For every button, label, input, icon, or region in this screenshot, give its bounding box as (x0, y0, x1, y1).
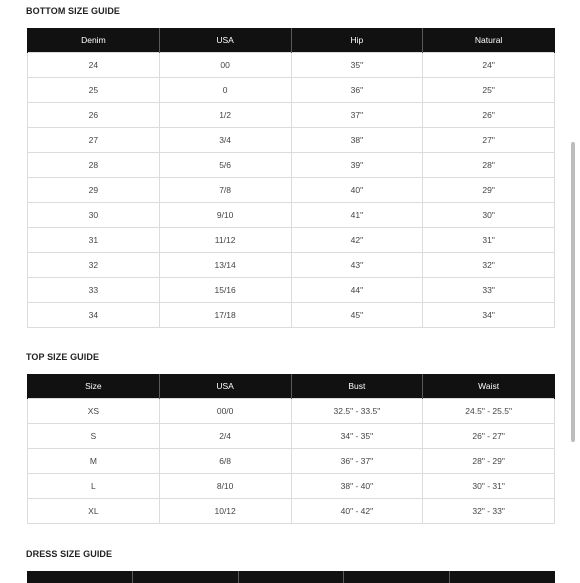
table-cell: 41" (291, 203, 423, 228)
column-divider (343, 571, 344, 583)
table-cell: 25" (423, 78, 555, 103)
table-cell: 26" (423, 103, 555, 128)
table-cell: 33 (28, 278, 160, 303)
table-row (28, 78, 555, 103)
column-divider (132, 571, 133, 583)
column-header: USA (159, 28, 291, 53)
table-cell: 30" - 31" (423, 474, 555, 499)
column-divider (449, 571, 450, 583)
top-size-guide-title: TOP SIZE GUIDE (26, 352, 100, 362)
table-cell: 25 (28, 78, 160, 103)
table-row (28, 474, 555, 499)
table-row (28, 178, 555, 203)
column-header: Waist (423, 374, 555, 399)
table-cell: 29 (28, 178, 160, 203)
table-cell: L (28, 474, 160, 499)
table-cell: 37" (291, 103, 423, 128)
scrollbar-thumb[interactable] (571, 142, 575, 442)
table-cell: 27" (423, 128, 555, 153)
table-cell: 17/18 (159, 303, 291, 328)
table-cell: 40" (291, 178, 423, 203)
table-row (28, 278, 555, 303)
table-cell: 30 (28, 203, 160, 228)
table-cell: 31 (28, 228, 160, 253)
table-cell: 1/2 (159, 103, 291, 128)
table-row (28, 153, 555, 178)
table-header-row (28, 374, 555, 399)
column-divider (238, 571, 239, 583)
table-cell: 45" (291, 303, 423, 328)
dress-table-header (27, 571, 555, 583)
table-cell: 11/12 (159, 228, 291, 253)
table-cell: XS (28, 399, 160, 424)
table-cell: 31" (423, 228, 555, 253)
table-row (28, 399, 555, 424)
column-header: Bust (291, 374, 423, 399)
table-row (28, 449, 555, 474)
table-cell: 15/16 (159, 278, 291, 303)
table-cell: 3/4 (159, 128, 291, 153)
table-cell: 42" (291, 228, 423, 253)
column-header: USA (159, 374, 291, 399)
table-row (28, 499, 555, 524)
top-size-table (27, 374, 555, 524)
table-cell: 35" (291, 53, 423, 78)
dress-size-guide-title: DRESS SIZE GUIDE (26, 549, 113, 559)
table-cell: 32" - 33" (423, 499, 555, 524)
column-header: Natural (423, 28, 555, 53)
table-cell: 26" - 27" (423, 424, 555, 449)
table-cell: 36" (291, 78, 423, 103)
table-cell: 5/6 (159, 153, 291, 178)
table-header-row (28, 28, 555, 53)
table-cell: 40" - 42" (291, 499, 423, 524)
table-cell: 38" (291, 128, 423, 153)
table-cell: XL (28, 499, 160, 524)
column-header: Denim (28, 28, 160, 53)
table-row (28, 424, 555, 449)
table-cell: 34" (423, 303, 555, 328)
table-cell: 8/10 (159, 474, 291, 499)
bottom-size-table (27, 28, 555, 328)
table-cell: 30" (423, 203, 555, 228)
table-cell: 33" (423, 278, 555, 303)
table-cell: 32.5" - 33.5" (291, 399, 423, 424)
table-cell: 28 (28, 153, 160, 178)
table-cell: 28" - 29" (423, 449, 555, 474)
table-cell: 6/8 (159, 449, 291, 474)
table-row (28, 103, 555, 128)
table-row (28, 203, 555, 228)
table-cell: 34" - 35" (291, 424, 423, 449)
table-cell: 24" (423, 53, 555, 78)
table-cell: 24.5" - 25.5" (423, 399, 555, 424)
bottom-size-guide-title: BOTTOM SIZE GUIDE (26, 6, 121, 16)
table-cell: 32 (28, 253, 160, 278)
table-cell: 32" (423, 253, 555, 278)
table-cell: M (28, 449, 160, 474)
table-row (28, 253, 555, 278)
table-cell: 26 (28, 103, 160, 128)
table-cell: 27 (28, 128, 160, 153)
table-row (28, 128, 555, 153)
table-cell: 10/12 (159, 499, 291, 524)
table-cell: 28" (423, 153, 555, 178)
table-cell: S (28, 424, 160, 449)
table-cell: 36" - 37" (291, 449, 423, 474)
table-row (28, 303, 555, 328)
table-row (28, 53, 555, 78)
table-cell: 7/8 (159, 178, 291, 203)
table-cell: 24 (28, 53, 160, 78)
table-cell: 0 (159, 78, 291, 103)
table-cell: 2/4 (159, 424, 291, 449)
table-cell: 44" (291, 278, 423, 303)
table-cell: 00 (159, 53, 291, 78)
table-cell: 34 (28, 303, 160, 328)
table-cell: 39" (291, 153, 423, 178)
table-cell: 38" - 40" (291, 474, 423, 499)
column-header: Hip (291, 28, 423, 53)
table-cell: 29" (423, 178, 555, 203)
table-cell: 13/14 (159, 253, 291, 278)
column-header: Size (28, 374, 160, 399)
table-row (28, 228, 555, 253)
table-cell: 00/0 (159, 399, 291, 424)
table-cell: 9/10 (159, 203, 291, 228)
table-cell: 43" (291, 253, 423, 278)
